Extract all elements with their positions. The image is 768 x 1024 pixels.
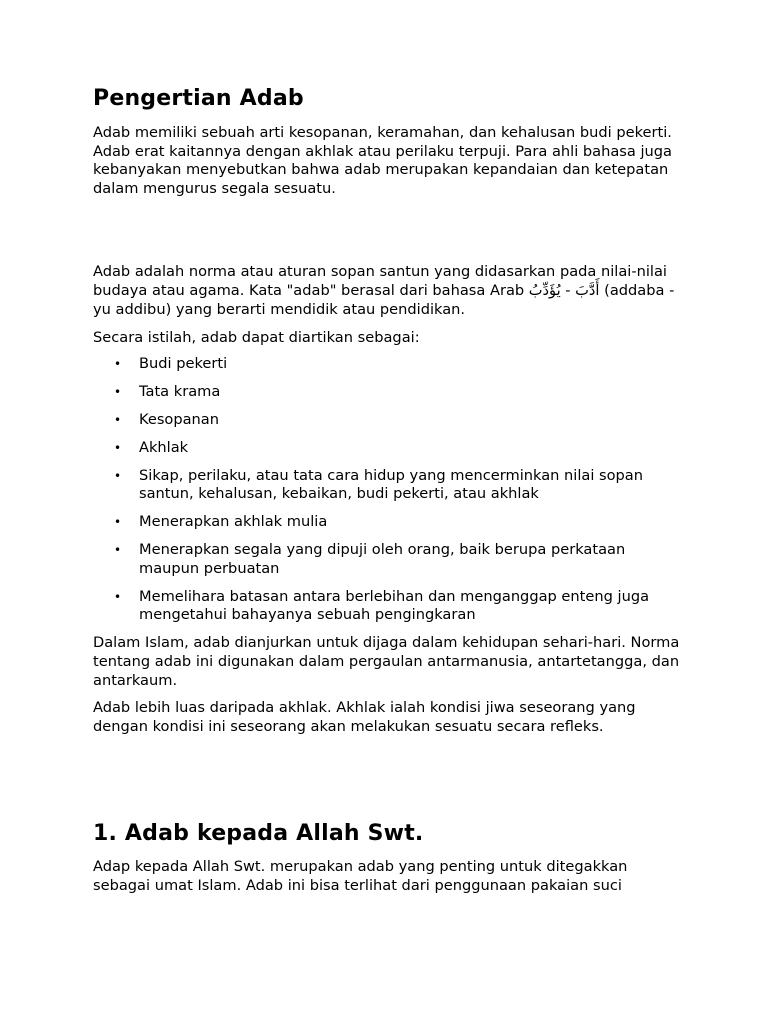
section-title-pengertian-adab: Pengertian Adab (93, 86, 304, 111)
section-title-adab-kepada-allah: 1. Adab kepada Allah Swt. (93, 821, 424, 847)
list-item: • Kesopanan (139, 411, 683, 430)
definition-list (93, 355, 683, 625)
adab-allah-paragraph: Adap kepada Allah Swt. merupakan adab yang penting untuk ditegakkan sebagai umat Islam. Adab ini bisa terlihat dari penggunaan pakaian suci (93, 858, 628, 894)
list-item: • Memelihara batasan antara berlebihan dan menganggap enteng juga mengetahui bahayanya sebuah pengingkaran (139, 588, 683, 625)
list-item: • Budi pekerti (139, 355, 683, 374)
intro-paragraph: Adab memiliki sebuah arti kesopanan, keramahan, dan kehalusan budi pekerti. Adab erat kaitannya dengan akhlak atau perilaku terpuji. Para ahli bahasa juga kebanyakan menyebutkan bahwa adab merupakan kepandaian dan ketepatan dalam mengurus segala sesuatu. (93, 124, 672, 197)
list-item: • Menerapkan segala yang dipuji oleh orang, baik berupa perkataan maupun perbuatan (139, 541, 683, 578)
list-intro-paragraph: Secara istilah, adab dapat diartikan sebagai: (93, 329, 420, 347)
list-item: • Menerapkan akhlak mulia (139, 513, 683, 532)
spacer (93, 736, 683, 819)
definition-paragraph: Adab adalah norma atau aturan sopan santun yang didasarkan pada nilai-nilai budaya atau agama. Kata "adab" berasal dari bahasa Arab أَدَّبَ - يُؤَدِّبُ (addaba - yu addibu) yang berarti mendidik atau pendidikan. (93, 263, 675, 318)
islam-paragraph: Dalam Islam, adab dianjurkan untuk dijaga dalam kehidupan sehari-hari. Norma tentang adab ini digunakan dalam pergaulan antarmanusia, antartetangga, dan antarkaum. (93, 634, 680, 689)
list-item: • Sikap, perilaku, atau tata cara hidup yang mencerminkan nilai sopan santun, kehalusan, kebaikan, budi pekerti, atau akhlak (139, 467, 683, 504)
spacer (93, 198, 683, 263)
list-item: • Tata krama (139, 383, 683, 402)
document-page (93, 84, 683, 896)
list-item: • Akhlak (139, 439, 683, 458)
comparison-paragraph: Adab lebih luas daripada akhlak. Akhlak ialah kondisi jiwa seseorang yang dengan kondisi ini seseorang akan melakukan sesuatu secara refleks. (93, 699, 636, 735)
